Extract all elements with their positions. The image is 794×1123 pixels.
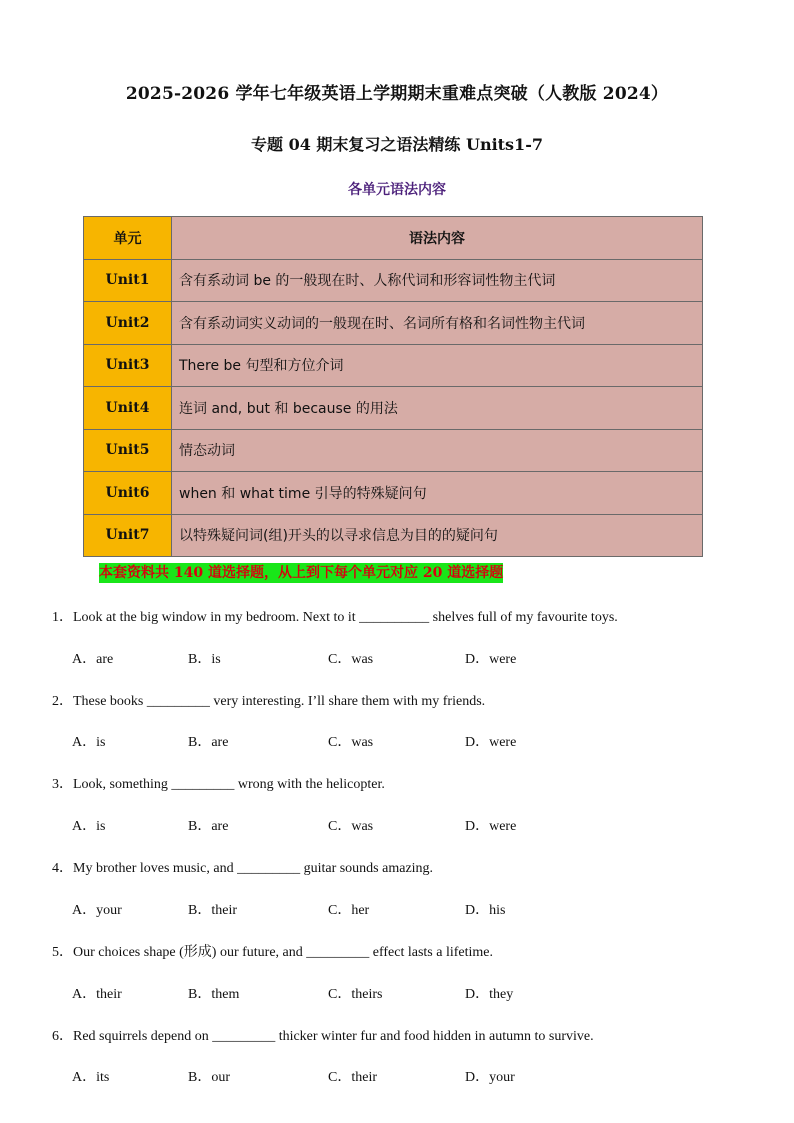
content-cell: 含有系动词 be 的一般现在时、人称代词和形容词性物主代词 — [172, 259, 703, 302]
question-2-options — [72, 731, 672, 749]
option-b[interactable]: B．are — [188, 819, 229, 834]
header-content: 语法内容 — [172, 217, 703, 260]
unit-cell: Unit7 — [84, 514, 172, 557]
option-c[interactable]: C．was — [328, 735, 374, 750]
option-d[interactable]: D．they — [465, 987, 514, 1002]
option-c[interactable]: C．was — [328, 652, 374, 667]
option-c[interactable]: C．was — [328, 819, 374, 834]
highlighted-note: 本套资料共 140 道选择题，从上到下每个单元对应 20 道选择题 — [99, 565, 504, 581]
section-title: 各单元语法内容 — [348, 182, 446, 198]
header-unit: 单元 — [84, 217, 172, 260]
question-3: 3．Look, something _________ wrong with the helicopter. — [52, 777, 385, 792]
option-a[interactable]: A．is — [72, 735, 106, 750]
question-5-options — [72, 983, 672, 1001]
option-c[interactable]: C．theirs — [328, 987, 383, 1002]
grammar-table — [83, 216, 703, 557]
unit-cell: Unit6 — [84, 472, 172, 515]
option-a[interactable]: A．is — [72, 819, 106, 834]
table-row — [84, 387, 703, 430]
option-d[interactable]: D．were — [465, 735, 517, 750]
option-d[interactable]: D．your — [465, 1070, 515, 1085]
option-c[interactable]: C．their — [328, 1070, 377, 1085]
content-cell: 连词 and, but 和 because 的用法 — [172, 387, 703, 430]
unit-cell: Unit5 — [84, 429, 172, 472]
table-header-row — [84, 217, 703, 260]
content-cell: There be 句型和方位介词 — [172, 344, 703, 387]
question-2: 2．These books _________ very interesting. I’ll share them with my friends. — [52, 694, 486, 709]
option-b[interactable]: B．our — [188, 1070, 230, 1085]
table-row — [84, 302, 703, 345]
option-a[interactable]: A．are — [72, 652, 114, 667]
content-cell: 情态动词 — [172, 429, 703, 472]
table-row — [84, 514, 703, 557]
option-d[interactable]: D．were — [465, 819, 517, 834]
document-subtitle: 专题 04 期末复习之语法精练 Units1-7 — [251, 135, 543, 154]
table-row — [84, 259, 703, 302]
question-3-options — [72, 815, 672, 833]
option-b[interactable]: B．their — [188, 903, 237, 918]
content-cell: when 和 what time 引导的特殊疑问句 — [172, 472, 703, 515]
option-b[interactable]: B．them — [188, 987, 240, 1002]
document-title: 2025-2026 学年七年级英语上学期期末重难点突破（人教版 2024） — [125, 84, 669, 104]
content-cell: 含有系动词实义动词的一般现在时、名词所有格和名词性物主代词 — [172, 302, 703, 345]
option-d[interactable]: D．were — [465, 652, 517, 667]
question-4-options — [72, 899, 672, 917]
table-row — [84, 472, 703, 515]
question-1-options — [72, 648, 672, 666]
question-1: 1．Look at the big window in my bedroom. Next to it __________ shelves full of my favourite toys. — [52, 610, 618, 625]
question-5: 5．Our choices shape (形成) our future, and _________ effect lasts a lifetime. — [52, 945, 493, 960]
option-a[interactable]: A．your — [72, 903, 122, 918]
unit-cell: Unit4 — [84, 387, 172, 430]
question-4: 4．My brother loves music, and _________ guitar sounds amazing. — [52, 861, 434, 876]
table-row — [84, 344, 703, 387]
unit-cell: Unit2 — [84, 302, 172, 345]
option-b[interactable]: B．are — [188, 735, 229, 750]
unit-cell: Unit1 — [84, 259, 172, 302]
question-6: 6．Red squirrels depend on _________ thicker winter fur and food hidden in autumn to survive. — [52, 1029, 594, 1044]
option-a[interactable]: A．their — [72, 987, 122, 1002]
option-a[interactable]: A．its — [72, 1070, 110, 1085]
content-cell: 以特殊疑问词(组)开头的以寻求信息为目的的疑问句 — [172, 514, 703, 557]
question-6-options — [72, 1066, 672, 1084]
option-b[interactable]: B．is — [188, 652, 221, 667]
table-row — [84, 429, 703, 472]
option-c[interactable]: C．her — [328, 903, 370, 918]
unit-cell: Unit3 — [84, 344, 172, 387]
option-d[interactable]: D．his — [465, 903, 506, 918]
